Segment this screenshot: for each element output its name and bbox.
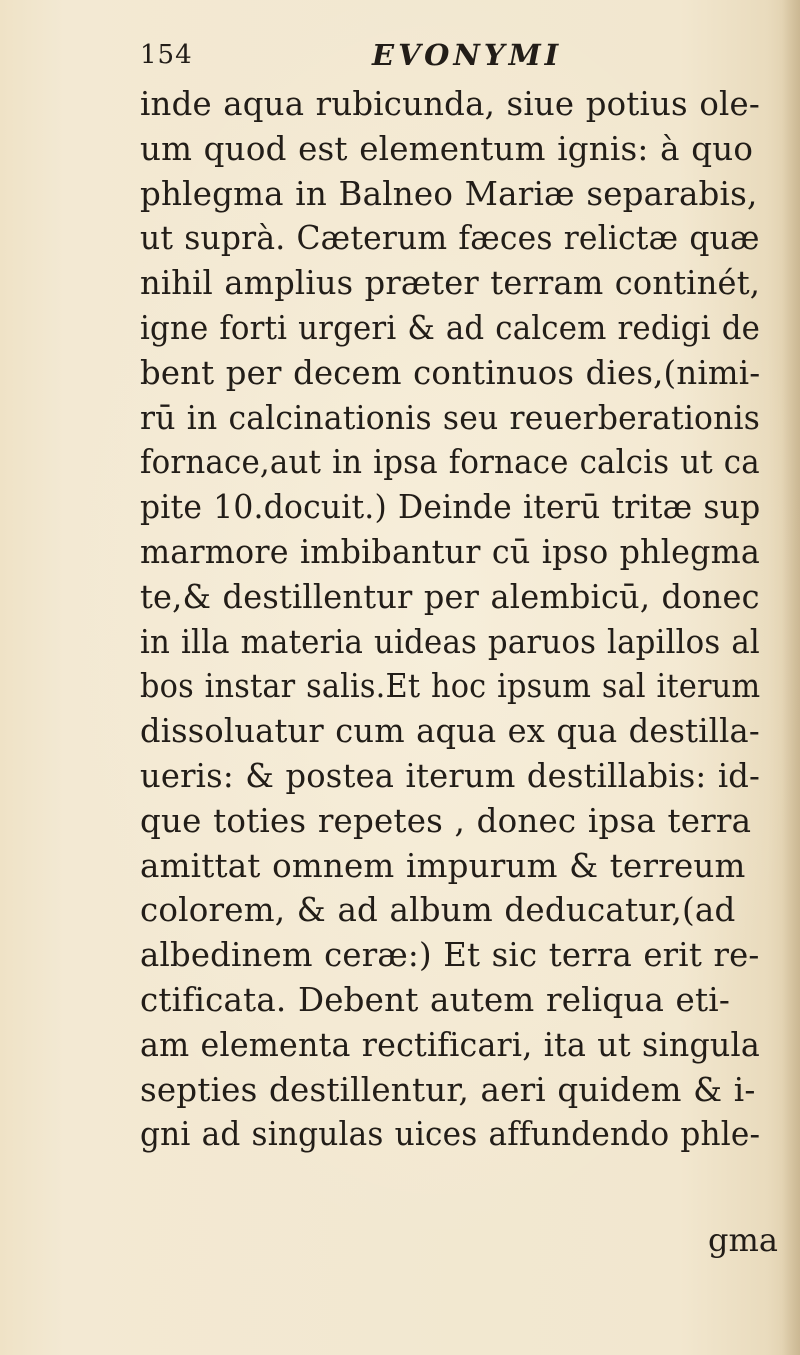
text-line: nihil amplius præter terram continét, [140, 264, 761, 303]
catchword: gma [708, 1221, 778, 1259]
text-line: gni ad singulas uices affundendo phle- [140, 1115, 761, 1154]
text-line: inde aqua rubicunda, siue potius ole- [140, 85, 761, 123]
text-line: rū in calcinationis seu reuerberationis [140, 398, 761, 437]
running-head [140, 40, 800, 80]
text-line: albedinem ceræ:) Et sic terra erit re- [140, 936, 760, 975]
text-line: in illa materia uideas paruos lapillos al [140, 622, 760, 661]
text-line: septies destillentur, aeri quidem & i- [140, 1070, 756, 1109]
text-line: ueris: & postea iterum destillabis: id- [140, 756, 761, 795]
text-line: fornace,aut in ipsa fornace calcis ut ca [140, 443, 760, 482]
page-edge-shadow [782, 0, 800, 1355]
text-line: am elementa rectificari, ita ut singula [140, 1025, 760, 1064]
running-title: EVONYMI [372, 38, 563, 72]
text-line: um quod est elementum ignis: à quo [140, 129, 754, 168]
text-line: dissoluatur cum aqua ex qua destilla- [140, 712, 760, 751]
text-line: colorem, & ad album deducatur,(ad [140, 891, 736, 930]
text-line: te,& destillentur per alembicū, donec [140, 577, 760, 616]
text-line: bent per decem continuos dies,(nimi- [140, 353, 761, 392]
text-line: igne forti urgeri & ad calcem redigi de [140, 308, 761, 347]
text-line: phlegma in Balneo Mariæ separabis, [140, 174, 758, 213]
text-line: bos instar salis.Et hoc ipsum sal iterum [140, 667, 761, 706]
text-line: amittat omnem impurum & terreum [140, 846, 746, 885]
body-text [140, 82, 760, 1157]
text-line: marmore imbibantur cū ipso phlegma [140, 532, 761, 571]
text-line: pite 10.docuit.) Deinde iterū tritæ sup [140, 488, 761, 527]
text-line: ut suprà. Cæterum fæces relictæ quæ [140, 219, 760, 258]
text-line: ctificata. Debent autem reliqua eti- [140, 980, 731, 1019]
text-line: que toties repetes , donec ipsa terra [140, 801, 752, 840]
page-number: 154 [140, 40, 193, 70]
